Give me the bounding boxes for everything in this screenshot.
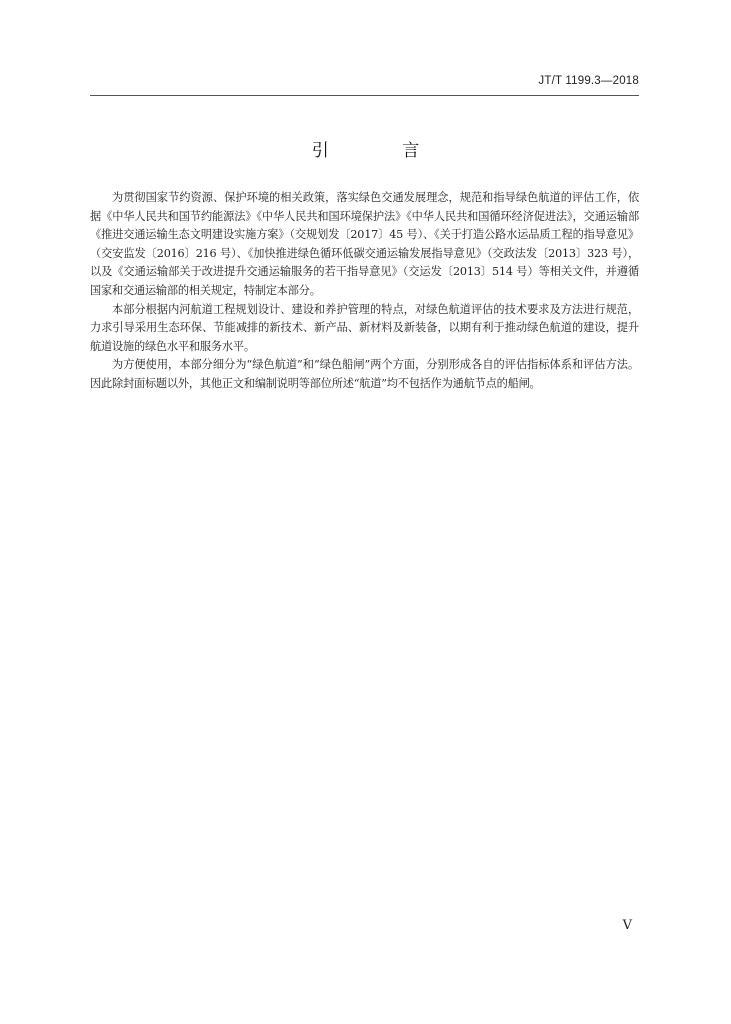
section-title: 引 言	[311, 141, 454, 161]
paragraph-purpose: 为贯彻国家节约资源、保护环境的相关政策，落实绿色交通发展理念，规范和指导绿色航道的评估工作，依据《中华人民共和国节约能源法》《中华人民共和国环境保护法》《中华人民共和国循环经济促进法》，交通运输部《推进交通运输生态文明建设实施方案》（交规划发〔2017〕45 号）、《关于打造公路水运品质工程的指导意见》（交安监发〔2016〕216 号）、《加快推进绿色循环低碳交通运输发展指导意见》（交政法发〔2013〕323 号），以及《交通运输部关于改进提升交通运输服务的若干指导意见》（交运发〔2013〕514 号）等相关文件，并遵循国家和交通运输部的相关规定，特制定本部分。	[90, 191, 639, 297]
standard-code: JT/T 1199.3—2018	[538, 75, 639, 87]
paragraph-scope: 本部分根据内河航道工程规划设计、建设和养护管理的特点，对绿色航道评估的技术要求及方法进行规范，力求引导采用生态环保、节能减排的新技术、新产品、新材料及新装备，以期有利于推动绿色航道的建设，提升航道设施的绿色水平和服务水平。	[90, 302, 639, 353]
header-divider	[90, 95, 639, 96]
page-number: V	[622, 918, 632, 933]
paragraph-structure: 为方便使用，本部分细分为“绿色航道”和“绿色船闸”两个方面，分别形成各自的评估指标体系和评估方法。因此除封面标题以外，其他正文和编制说明等部位所述“航道”均不包括作为通航节点的船闸。	[90, 358, 639, 390]
body-text	[90, 189, 639, 394]
